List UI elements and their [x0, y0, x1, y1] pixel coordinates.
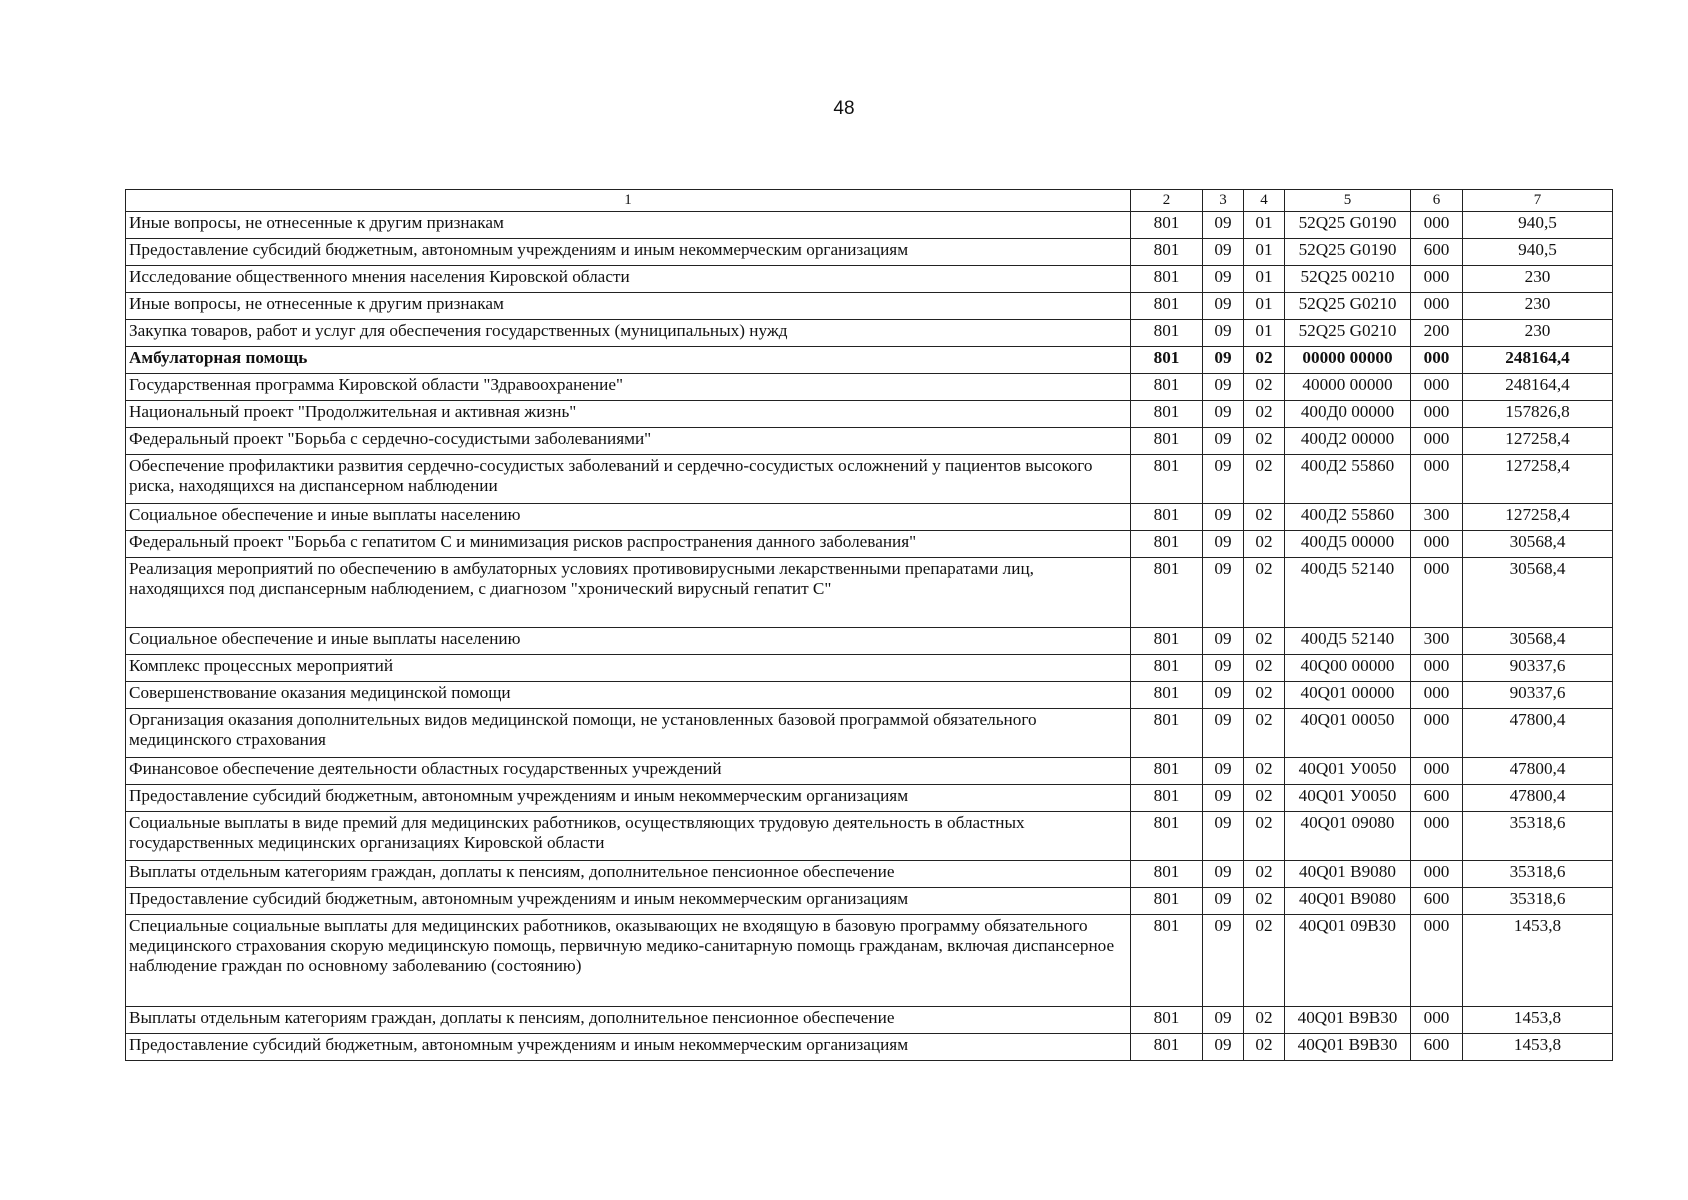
- subsection2-cell: 02: [1244, 861, 1285, 888]
- section-cell: 801: [1131, 212, 1203, 239]
- section-cell: 801: [1131, 428, 1203, 455]
- target-article-cell: 52Q25 00210: [1285, 266, 1411, 293]
- expense-type-cell: 300: [1411, 628, 1463, 655]
- amount-cell: 30568,4: [1463, 531, 1613, 558]
- section-cell: 801: [1131, 682, 1203, 709]
- target-article-cell: 40Q01 00000: [1285, 682, 1411, 709]
- section-cell: 801: [1131, 655, 1203, 682]
- subsection-cell: 09: [1203, 1034, 1244, 1061]
- target-article-cell: 40Q01 У0050: [1285, 758, 1411, 785]
- amount-cell: 35318,6: [1463, 812, 1613, 861]
- expense-type-cell: 000: [1411, 758, 1463, 785]
- expense-type-cell: 000: [1411, 428, 1463, 455]
- subsection-cell: 09: [1203, 888, 1244, 915]
- table-row: [126, 655, 1613, 682]
- section-cell: 801: [1131, 239, 1203, 266]
- subsection2-cell: 02: [1244, 628, 1285, 655]
- amount-cell: 35318,6: [1463, 888, 1613, 915]
- amount-cell: 157826,8: [1463, 401, 1613, 428]
- target-article-cell: 52Q25 G0190: [1285, 239, 1411, 266]
- table-row: [126, 374, 1613, 401]
- name-cell: Обеспечение профилактики развития сердечно-сосудистых заболеваний и сердечно-сосудистых осложнений у пациентов высокого риска, находящихся на диспансерном наблюдении: [126, 455, 1131, 504]
- section-cell: 801: [1131, 401, 1203, 428]
- name-cell: Федеральный проект "Борьба с сердечно-сосудистыми заболеваниями": [126, 428, 1131, 455]
- expense-type-cell: 000: [1411, 266, 1463, 293]
- target-article-cell: 400Д2 55860: [1285, 504, 1411, 531]
- name-cell: Предоставление субсидий бюджетным, автономным учреждениям и иным некоммерческим организациям: [126, 888, 1131, 915]
- target-article-cell: 400Д0 00000: [1285, 401, 1411, 428]
- amount-cell: 47800,4: [1463, 785, 1613, 812]
- table-row: [126, 266, 1613, 293]
- subsection2-cell: 02: [1244, 531, 1285, 558]
- section-cell: 801: [1131, 1034, 1203, 1061]
- subsection-cell: 09: [1203, 428, 1244, 455]
- subsection2-cell: 02: [1244, 709, 1285, 758]
- subsection2-cell: 02: [1244, 888, 1285, 915]
- target-article-cell: 40Q00 00000: [1285, 655, 1411, 682]
- subsection2-cell: 02: [1244, 758, 1285, 785]
- name-cell: Финансовое обеспечение деятельности областных государственных учреждений: [126, 758, 1131, 785]
- subsection2-cell: 02: [1244, 812, 1285, 861]
- section-cell: 801: [1131, 888, 1203, 915]
- name-cell: Предоставление субсидий бюджетным, автономным учреждениям и иным некоммерческим организациям: [126, 1034, 1131, 1061]
- section-cell: 801: [1131, 531, 1203, 558]
- table-row: [126, 785, 1613, 812]
- amount-cell: 248164,4: [1463, 347, 1613, 374]
- subsection2-cell: 02: [1244, 682, 1285, 709]
- subsection-cell: 09: [1203, 347, 1244, 374]
- amount-cell: 230: [1463, 320, 1613, 347]
- expense-type-cell: 000: [1411, 531, 1463, 558]
- section-cell: 801: [1131, 504, 1203, 531]
- section-cell: 801: [1131, 320, 1203, 347]
- name-cell: Совершенствование оказания медицинской помощи: [126, 682, 1131, 709]
- amount-cell: 47800,4: [1463, 758, 1613, 785]
- budget-table: [125, 189, 1613, 1061]
- amount-cell: 90337,6: [1463, 655, 1613, 682]
- name-cell: Иные вопросы, не отнесенные к другим признакам: [126, 293, 1131, 320]
- amount-cell: 230: [1463, 293, 1613, 320]
- name-cell: Государственная программа Кировской области "Здравоохранение": [126, 374, 1131, 401]
- amount-cell: 127258,4: [1463, 428, 1613, 455]
- table-row: [126, 347, 1613, 374]
- expense-type-cell: 600: [1411, 888, 1463, 915]
- subsection-cell: 09: [1203, 239, 1244, 266]
- section-cell: 801: [1131, 709, 1203, 758]
- section-cell: 801: [1131, 915, 1203, 1007]
- expense-type-cell: 600: [1411, 239, 1463, 266]
- subsection-cell: 09: [1203, 628, 1244, 655]
- table-row: [126, 428, 1613, 455]
- amount-cell: 47800,4: [1463, 709, 1613, 758]
- expense-type-cell: 000: [1411, 212, 1463, 239]
- target-article-cell: 00000 00000: [1285, 347, 1411, 374]
- name-cell: Комплекс процессных мероприятий: [126, 655, 1131, 682]
- target-article-cell: 40Q01 B9B30: [1285, 1007, 1411, 1034]
- target-article-cell: 52Q25 G0210: [1285, 320, 1411, 347]
- target-article-cell: 40Q01 09B30: [1285, 915, 1411, 1007]
- expense-type-cell: 000: [1411, 655, 1463, 682]
- subsection2-cell: 02: [1244, 401, 1285, 428]
- col-header-7: 7: [1463, 190, 1613, 212]
- subsection2-cell: 02: [1244, 655, 1285, 682]
- col-header-4: 4: [1244, 190, 1285, 212]
- target-article-cell: 40Q01 09080: [1285, 812, 1411, 861]
- table-row: [126, 861, 1613, 888]
- table-row: [126, 682, 1613, 709]
- name-cell: Специальные социальные выплаты для медицинских работников, оказывающих не входящую в базовую программу обязательного медицинского страхования скорую медицинскую помощь, первичную медико-санитарную помощь гражданам, включая диспансерное наблюдение граждан по основному заболеванию (состоянию): [126, 915, 1131, 1007]
- section-cell: 801: [1131, 785, 1203, 812]
- amount-cell: 1453,8: [1463, 915, 1613, 1007]
- target-article-cell: 40Q01 У0050: [1285, 785, 1411, 812]
- table-row: [126, 455, 1613, 504]
- subsection2-cell: 01: [1244, 266, 1285, 293]
- target-article-cell: 400Д5 52140: [1285, 628, 1411, 655]
- subsection-cell: 09: [1203, 212, 1244, 239]
- amount-cell: 1453,8: [1463, 1007, 1613, 1034]
- subsection-cell: 09: [1203, 682, 1244, 709]
- expense-type-cell: 000: [1411, 1007, 1463, 1034]
- section-cell: 801: [1131, 558, 1203, 628]
- section-cell: 801: [1131, 1007, 1203, 1034]
- table-row: [126, 531, 1613, 558]
- col-header-2: 2: [1131, 190, 1203, 212]
- subsection-cell: 09: [1203, 455, 1244, 504]
- table-row: [126, 401, 1613, 428]
- target-article-cell: 52Q25 G0210: [1285, 293, 1411, 320]
- subsection-cell: 09: [1203, 785, 1244, 812]
- subsection-cell: 09: [1203, 320, 1244, 347]
- amount-cell: 35318,6: [1463, 861, 1613, 888]
- subsection-cell: 09: [1203, 1007, 1244, 1034]
- expense-type-cell: 200: [1411, 320, 1463, 347]
- subsection-cell: 09: [1203, 266, 1244, 293]
- name-cell: Предоставление субсидий бюджетным, автономным учреждениям и иным некоммерческим организациям: [126, 785, 1131, 812]
- col-header-5: 5: [1285, 190, 1411, 212]
- target-article-cell: 40Q01 B9080: [1285, 888, 1411, 915]
- name-cell: Иные вопросы, не отнесенные к другим признакам: [126, 212, 1131, 239]
- section-cell: 801: [1131, 812, 1203, 861]
- subsection-cell: 09: [1203, 812, 1244, 861]
- section-cell: 801: [1131, 758, 1203, 785]
- subsection-cell: 09: [1203, 504, 1244, 531]
- target-article-cell: 40Q01 B9080: [1285, 861, 1411, 888]
- subsection2-cell: 01: [1244, 293, 1285, 320]
- table-row: [126, 758, 1613, 785]
- subsection2-cell: 02: [1244, 455, 1285, 504]
- subsection2-cell: 01: [1244, 212, 1285, 239]
- expense-type-cell: 000: [1411, 347, 1463, 374]
- name-cell: Национальный проект "Продолжительная и активная жизнь": [126, 401, 1131, 428]
- amount-cell: 1453,8: [1463, 1034, 1613, 1061]
- subsection-cell: 09: [1203, 558, 1244, 628]
- subsection2-cell: 02: [1244, 915, 1285, 1007]
- target-article-cell: 40000 00000: [1285, 374, 1411, 401]
- name-cell: Выплаты отдельным категориям граждан, доплаты к пенсиям, дополнительное пенсионное обеспечение: [126, 861, 1131, 888]
- section-cell: 801: [1131, 861, 1203, 888]
- table-header-row: [126, 190, 1613, 212]
- table-row: [126, 212, 1613, 239]
- expense-type-cell: 600: [1411, 785, 1463, 812]
- table-row: [126, 812, 1613, 861]
- section-cell: 801: [1131, 374, 1203, 401]
- amount-cell: 90337,6: [1463, 682, 1613, 709]
- subsection2-cell: 02: [1244, 428, 1285, 455]
- expense-type-cell: 000: [1411, 682, 1463, 709]
- subsection-cell: 09: [1203, 758, 1244, 785]
- name-cell: Социальное обеспечение и иные выплаты населению: [126, 504, 1131, 531]
- amount-cell: 230: [1463, 266, 1613, 293]
- name-cell: Исследование общественного мнения населения Кировской области: [126, 266, 1131, 293]
- subsection-cell: 09: [1203, 915, 1244, 1007]
- expense-type-cell: 000: [1411, 374, 1463, 401]
- subsection2-cell: 02: [1244, 785, 1285, 812]
- table-row: [126, 293, 1613, 320]
- table-row: [126, 915, 1613, 1007]
- table-row: [126, 1034, 1613, 1061]
- col-header-1: 1: [126, 190, 1131, 212]
- subsection2-cell: 02: [1244, 504, 1285, 531]
- subsection-cell: 09: [1203, 861, 1244, 888]
- amount-cell: 940,5: [1463, 212, 1613, 239]
- name-cell: Закупка товаров, работ и услуг для обеспечения государственных (муниципальных) нужд: [126, 320, 1131, 347]
- section-cell: 801: [1131, 628, 1203, 655]
- table-row: [126, 239, 1613, 266]
- subsection2-cell: 02: [1244, 347, 1285, 374]
- table-row: [126, 558, 1613, 628]
- section-cell: 801: [1131, 347, 1203, 374]
- section-cell: 801: [1131, 455, 1203, 504]
- subsection2-cell: 02: [1244, 1034, 1285, 1061]
- amount-cell: 248164,4: [1463, 374, 1613, 401]
- col-header-3: 3: [1203, 190, 1244, 212]
- expense-type-cell: 000: [1411, 558, 1463, 628]
- table-row: [126, 1007, 1613, 1034]
- name-cell: Социальные выплаты в виде премий для медицинских работников, осуществляющих трудовую деятельность в областных государственных медицинских организациях Кировской области: [126, 812, 1131, 861]
- amount-cell: 127258,4: [1463, 455, 1613, 504]
- name-cell: Реализация мероприятий по обеспечению в амбулаторных условиях противовирусными лекарственными препаратами лиц, находящихся под диспансерным наблюдением, с диагнозом "хронический вирусный гепатит С": [126, 558, 1131, 628]
- subsection2-cell: 02: [1244, 1007, 1285, 1034]
- subsection-cell: 09: [1203, 531, 1244, 558]
- col-header-6: 6: [1411, 190, 1463, 212]
- name-cell: Выплаты отдельным категориям граждан, доплаты к пенсиям, дополнительное пенсионное обеспечение: [126, 1007, 1131, 1034]
- table-row: [126, 504, 1613, 531]
- subsection2-cell: 02: [1244, 374, 1285, 401]
- expense-type-cell: 000: [1411, 812, 1463, 861]
- target-article-cell: 40Q01 B9B30: [1285, 1034, 1411, 1061]
- expense-type-cell: 000: [1411, 709, 1463, 758]
- subsection-cell: 09: [1203, 655, 1244, 682]
- name-cell: Организация оказания дополнительных видов медицинской помощи, не установленных базовой программой обязательного медицинского страхования: [126, 709, 1131, 758]
- target-article-cell: 400Д2 55860: [1285, 455, 1411, 504]
- expense-type-cell: 300: [1411, 504, 1463, 531]
- amount-cell: 940,5: [1463, 239, 1613, 266]
- subsection2-cell: 01: [1244, 239, 1285, 266]
- subsection-cell: 09: [1203, 293, 1244, 320]
- section-cell: 801: [1131, 266, 1203, 293]
- table-row: [126, 888, 1613, 915]
- expense-type-cell: 000: [1411, 455, 1463, 504]
- expense-type-cell: 000: [1411, 293, 1463, 320]
- subsection-cell: 09: [1203, 374, 1244, 401]
- table-row: [126, 628, 1613, 655]
- name-cell: Федеральный проект "Борьба с гепатитом С и минимизация рисков распространения данного заболевания": [126, 531, 1131, 558]
- subsection2-cell: 02: [1244, 558, 1285, 628]
- subsection2-cell: 01: [1244, 320, 1285, 347]
- name-cell: Предоставление субсидий бюджетным, автономным учреждениям и иным некоммерческим организациям: [126, 239, 1131, 266]
- table-row: [126, 709, 1613, 758]
- section-cell: 801: [1131, 293, 1203, 320]
- amount-cell: 30568,4: [1463, 628, 1613, 655]
- expense-type-cell: 600: [1411, 1034, 1463, 1061]
- page-number: 48: [833, 98, 855, 119]
- table-body: [126, 212, 1613, 1061]
- target-article-cell: 40Q01 00050: [1285, 709, 1411, 758]
- target-article-cell: 400Д5 52140: [1285, 558, 1411, 628]
- target-article-cell: 52Q25 G0190: [1285, 212, 1411, 239]
- expense-type-cell: 000: [1411, 915, 1463, 1007]
- subsection-cell: 09: [1203, 709, 1244, 758]
- expense-type-cell: 000: [1411, 401, 1463, 428]
- name-cell: Социальное обеспечение и иные выплаты населению: [126, 628, 1131, 655]
- expense-type-cell: 000: [1411, 861, 1463, 888]
- subsection-cell: 09: [1203, 401, 1244, 428]
- table-row: [126, 320, 1613, 347]
- target-article-cell: 400Д2 00000: [1285, 428, 1411, 455]
- amount-cell: 30568,4: [1463, 558, 1613, 628]
- target-article-cell: 400Д5 00000: [1285, 531, 1411, 558]
- name-cell: Амбулаторная помощь: [126, 347, 1131, 374]
- amount-cell: 127258,4: [1463, 504, 1613, 531]
